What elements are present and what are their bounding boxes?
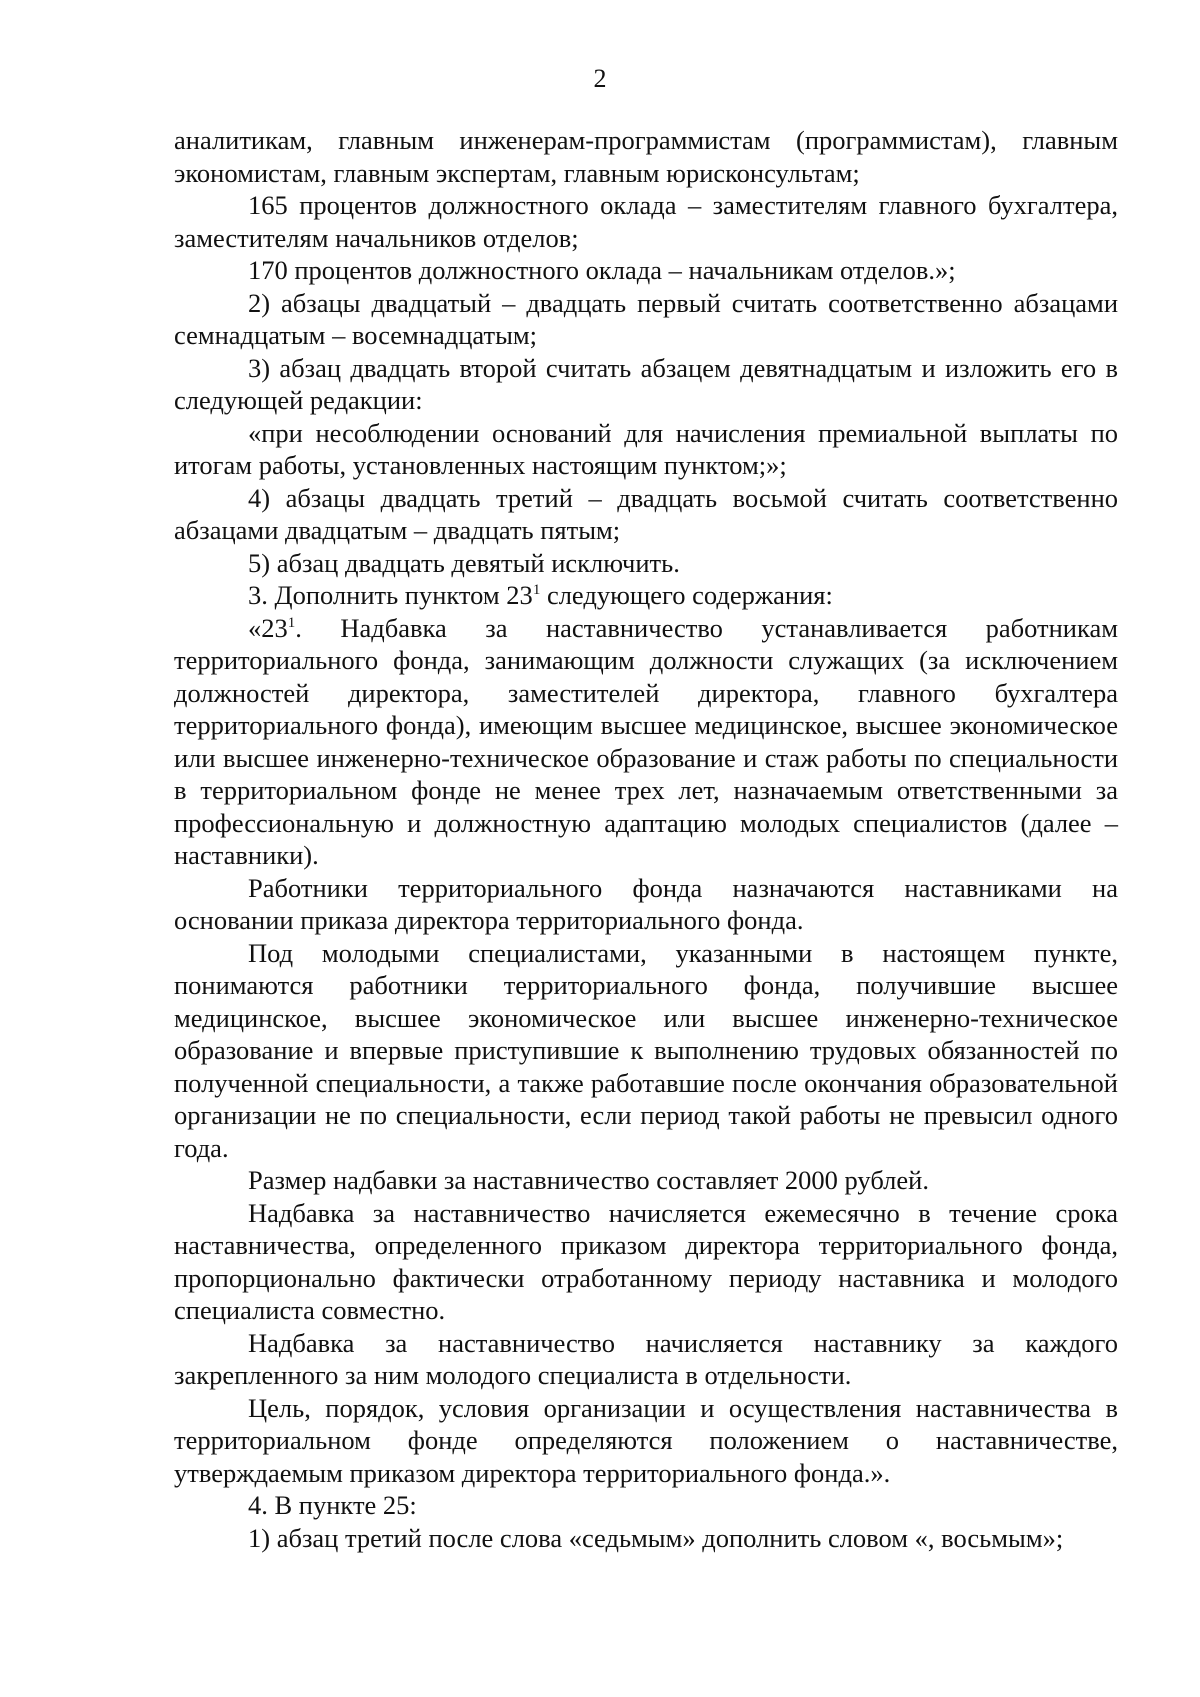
section-3-intro-text: следующего содержания:: [540, 580, 833, 610]
paragraph: Надбавка за наставничество начисляется ежемесячно в течение срока наставничества, определенного приказом директора территориального фонда, пропорционально фактически отработанному периоду наставника и молодого специалиста совместно.: [174, 1197, 1118, 1325]
paragraph: 2) абзацы двадцатый – двадцать первый считать соответственно абзацами семнадцатым – восемнадцатым;: [174, 287, 1118, 350]
paragraph: аналитикам, главным инженерам-программистам (программистам), главным экономистам, главным экспертам, главным юрисконсультам;: [174, 125, 1118, 188]
quote-text: «23: [248, 612, 288, 643]
superscript: 1: [532, 582, 541, 599]
section-3-intro-text: 3. Дополнить пунктом 23: [248, 580, 533, 610]
paragraph: 1) абзац третий после слова «седьмым» дополнить словом «, восьмым»;: [248, 1522, 1064, 1553]
section-4-heading: 4. В пункте 25:: [248, 1490, 417, 1520]
quote-text: . Надбавка за наставничество устанавливается работникам территориального фонда, занимающим должности служащих (за исключением должностей директора, заместителей директора, главного бухгалтера территориального фонда), имеющим высшее медицинское, высшее экономическое или высшее инженерно-техническое образование и стаж работы по специальности в территориальном фонде не менее трех лет, назначаемым ответственными за профессиональную и должностную адаптацию молодых специалистов (далее – наставники).: [174, 612, 1118, 870]
paragraph: Работники территориального фонда назначаются наставниками на основании приказа директора территориального фонда.: [174, 872, 1118, 935]
superscript: 1: [287, 614, 296, 631]
paragraph: Цель, порядок, условия организации и осуществления наставничества в территориальном фонде определяются положением о наставничестве, утверждаемым приказом директора территориального фонда.».: [174, 1392, 1118, 1488]
document-body: [174, 124, 1118, 1554]
section-3-intro: [174, 579, 1118, 612]
paragraph: «при несоблюдении оснований для начисления премиальной выплаты по итогам работы, установленных настоящим пунктом;»;: [174, 417, 1118, 480]
paragraph: Под молодыми специалистами, указанными в настоящем пункте, понимаются работники территориального фонда, получившие высшее медицинское, высшее экономическое или высшее инженерно-техническое образование и впервые приступившие к выполнению трудовых обязанностей по полученной специальности, а также работавшие после окончания образовательной организации не по специальности, если период такой работы не превысил одного года.: [174, 937, 1118, 1163]
paragraph: 165 процентов должностного оклада – заместителям главного бухгалтера, заместителям начальников отделов;: [174, 190, 1118, 253]
section-3-quote: [174, 612, 1118, 872]
paragraph: Надбавка за наставничество начисляется наставнику за каждого закрепленного за ним молодого специалиста в отдельности.: [174, 1327, 1118, 1390]
paragraph: Размер надбавки за наставничество составляет 2000 рублей.: [248, 1165, 929, 1195]
page-number: 2: [593, 64, 607, 93]
paragraph: 3) абзац двадцать второй считать абзацем девятнадцатым и изложить его в следующей редакции:: [174, 352, 1118, 415]
paragraph: 4) абзацы двадцать третий – двадцать восьмой считать соответственно абзацами двадцатым – двадцать пятым;: [174, 482, 1118, 545]
paragraph: 170 процентов должностного оклада – начальникам отделов.»;: [248, 255, 956, 285]
paragraph: 5) абзац двадцать девятый исключить.: [248, 547, 680, 578]
